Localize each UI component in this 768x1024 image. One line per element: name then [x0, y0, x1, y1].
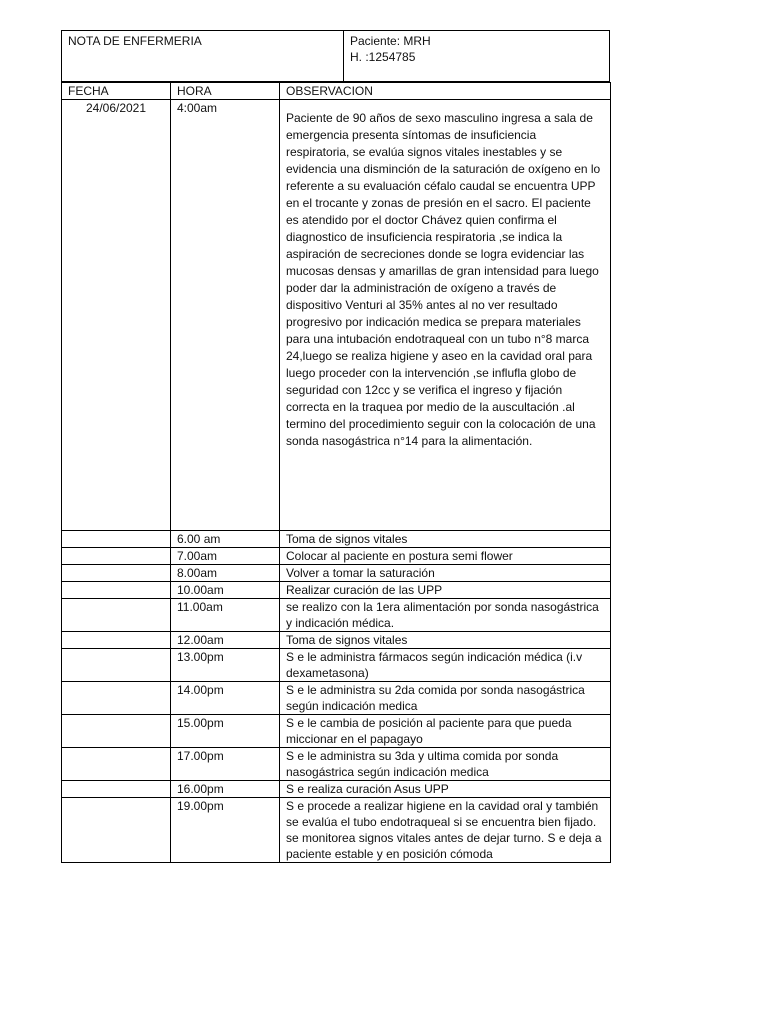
column-header-observacion: OBSERVACION — [280, 83, 611, 100]
entry-fecha — [62, 565, 171, 582]
entry-hora: 19.00pm — [171, 798, 280, 863]
entry-hora: 10.00am — [171, 582, 280, 599]
entry-observacion: Volver a tomar la saturación — [280, 565, 611, 582]
entry-observacion: Toma de signos vitales — [280, 632, 611, 649]
entry-hora: 16.00pm — [171, 781, 280, 798]
entry-fecha — [62, 798, 171, 863]
entry-observacion: Realizar curación de las UPP — [280, 582, 611, 599]
entry-hora: 11.00am — [171, 599, 280, 632]
entry-fecha — [62, 715, 171, 748]
entry-observacion: S e le administra fármacos según indicación médica (i.v dexametasona) — [280, 649, 611, 682]
entry-fecha — [62, 781, 171, 798]
table-row — [62, 781, 611, 798]
entry-observacion: S e realiza curación Asus UPP — [280, 781, 611, 798]
entry-hora: 17.00pm — [171, 748, 280, 781]
entry-observacion: se realizo con la 1era alimentación por sonda nasogástrica y indicación médica. — [280, 599, 611, 632]
entry-date: 24/06/2021 — [62, 100, 171, 531]
entry-fecha — [62, 548, 171, 565]
table-row-first-entry — [62, 100, 611, 531]
entry-hora: 15.00pm — [171, 715, 280, 748]
table-row — [62, 682, 611, 715]
patient-name: Paciente: MRH — [350, 34, 431, 48]
table-row — [62, 548, 611, 565]
document-title: NOTA DE ENFERMERIA — [68, 34, 202, 48]
table-row — [62, 582, 611, 599]
column-header-hora: HORA — [171, 83, 280, 100]
table-row — [62, 715, 611, 748]
header-patient-cell — [344, 31, 610, 82]
table-row — [62, 531, 611, 548]
entry-observation — [280, 100, 611, 531]
table-row — [62, 748, 611, 781]
nursing-note-sheet — [61, 30, 610, 863]
notes-table — [61, 82, 611, 863]
table-row — [62, 565, 611, 582]
header-title-cell — [62, 31, 344, 82]
table-row — [62, 632, 611, 649]
entry-fecha — [62, 599, 171, 632]
entry-fecha — [62, 582, 171, 599]
column-header-row — [62, 83, 611, 100]
entry-observacion: S e procede a realizar higiene en la cavidad oral y también se evalúa el tubo endotraqueal si se encuentra bien fijado. se monitorea signos vitales antes de dejar turno. S e deja a paciente estable y en posición cómoda — [280, 798, 611, 863]
entry-fecha — [62, 649, 171, 682]
table-row — [62, 599, 611, 632]
entry-hora: 14.00pm — [171, 682, 280, 715]
entry-observacion: S e le administra su 2da comida por sonda nasogástrica según indicación medica — [280, 682, 611, 715]
entry-hora: 7.00am — [171, 548, 280, 565]
entry-hora: 8.00am — [171, 565, 280, 582]
header-table — [61, 30, 610, 82]
entry-fecha — [62, 682, 171, 715]
entry-fecha — [62, 748, 171, 781]
entry-hora: 13.00pm — [171, 649, 280, 682]
entry-observacion: Colocar al paciente en postura semi flower — [280, 548, 611, 565]
column-header-fecha: FECHA — [62, 83, 171, 100]
entry-observacion: S e le cambia de posición al paciente para que pueda miccionar en el papagayo — [280, 715, 611, 748]
table-row — [62, 649, 611, 682]
table-row — [62, 798, 611, 863]
entry-fecha — [62, 632, 171, 649]
entry-hora: 6.00 am — [171, 531, 280, 548]
patient-history-number: H. :1254785 — [350, 50, 416, 64]
entry-hora: 12.00am — [171, 632, 280, 649]
entry-observation-text: Paciente de 90 años de sexo masculino ingresa a sala de emergencia presenta síntomas de insuficiencia respiratoria, se evalúa signos vitales inestables y se evidencia una disminción de la saturación de oxígeno en lo referente a su evaluación céfalo caudal se encuentra UPP en el trocante y zonas de presión en el sacro. El paciente es atendido por el doctor Chávez quien confirma el diagnostico de insuficiencia respiratoria ,se indica la aspiración de secreciones donde se logra evidenciar las mucosas densas y amarillas de gran intensidad para luego poder dar la administración de oxígeno a través de dispositivo Venturi al 35% antes al no ver resultado progresivo por indicación medica se prepara materiales para una intubación endotraqueal con un tubo n°8 marca 24,luego se realiza higiene y aseo en la cavidad oral para luego proceder con la intervención ,se influfla globo de seguridad con 12cc y se verifica el ingreso y fijación correcta en la traquea por medio de la auscultación .al termino del procedimiento seguir con la colocación de una sonda nasogástrica n°14 para la alimentación. — [286, 111, 601, 448]
entry-observacion: S e le administra su 3da y ultima comida por sonda nasogástrica según indicación medica — [280, 748, 611, 781]
entry-observacion: Toma de signos vitales — [280, 531, 611, 548]
entry-fecha — [62, 531, 171, 548]
entry-time: 4:00am — [171, 100, 280, 531]
